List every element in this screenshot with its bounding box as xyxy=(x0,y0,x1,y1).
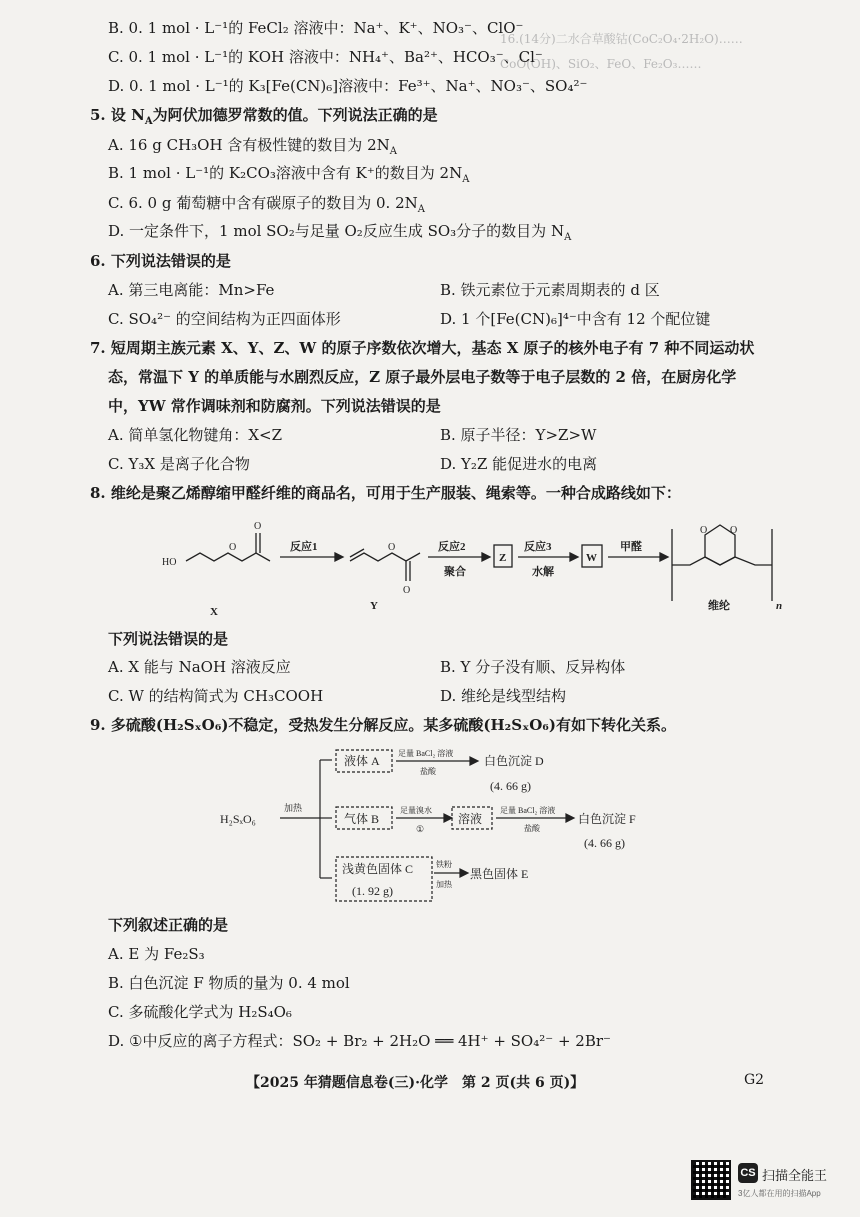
q8-option-d: D. 维纶是线型结构 xyxy=(440,687,567,705)
q7-option-b: B. 原子半径：Y>Z>W xyxy=(440,426,597,444)
q9-question: 下列叙述正确的是 xyxy=(108,916,229,934)
reaction3-label: 反应3 xyxy=(524,541,552,553)
y-carbonyl-o: O xyxy=(403,585,411,596)
precipitate-d-label: 白色沉淀 D xyxy=(484,754,544,768)
solid-c-label: 浅黄色固体 C xyxy=(342,862,414,876)
precipitate-f-mass: (4. 66 g) xyxy=(584,836,625,850)
x-carbonyl-o: O xyxy=(254,521,262,532)
scanner-tagline: 3亿人都在用的扫描App xyxy=(738,1189,821,1198)
page-footer-title: 【2025 年猜题信息卷(三)·化学 第 2 页(共 6 页)】 xyxy=(246,1075,585,1091)
q6-option-b: B. 铁元素位于元素周期表的 d 区 xyxy=(440,281,660,299)
ring-o1: O xyxy=(700,525,708,536)
polymerization-label: 聚合 xyxy=(444,566,466,578)
x-ester-o: O xyxy=(229,542,237,553)
gas-b-label: 气体 B xyxy=(344,812,380,826)
heat-label-2: 加热 xyxy=(436,880,452,889)
bacl2-label-1: 足量 BaCl₂ 溶液 xyxy=(398,749,454,758)
h2sxo6-label: H₂SₓO₆ xyxy=(220,812,256,826)
precipitate-d-mass: (4. 66 g) xyxy=(490,779,531,793)
solution-label: 溶液 xyxy=(458,812,483,826)
q9-option-b: B. 白色沉淀 F 物质的量为 0. 4 mol xyxy=(108,974,350,992)
x-compound-label: X xyxy=(210,606,218,618)
q5-stem: 5. 设 $N_A$为阿伏加德罗常数的值。下列说法正确的是 xyxy=(90,106,438,127)
bleed-through-text: CoO(OH)、SiO₂、FeO、Fe₂O₃…… xyxy=(500,57,702,71)
liquid-a-label: 液体 A xyxy=(344,754,380,768)
scanner-brand: 扫描全能王 xyxy=(762,1168,828,1183)
y-ester-o: O xyxy=(388,542,396,553)
q6-stem: 6. 下列说法错误的是 xyxy=(90,252,231,270)
q7-stem-line2: 态，常温下 Y 的单质能与水剧烈反应，Z 原子最外层电子数等于电子层数的 2 倍，在厨房化学 xyxy=(108,368,737,386)
q6-option-d: D. 1 个[Fe(CN)₆]⁴⁻中含有 12 个配位键 xyxy=(440,310,711,328)
qr-code-icon xyxy=(691,1160,731,1200)
hydrolysis-label: 水解 xyxy=(532,566,554,578)
q5-option-c: C. 6. 0 g 葡萄糖中含有碳原子的数目为 0. $2N_A$ xyxy=(108,194,425,215)
hcl-label-2: 盐酸 xyxy=(524,824,540,833)
q8-question: 下列说法错误的是 xyxy=(108,630,229,648)
paper-code: G2 xyxy=(744,1072,765,1088)
q7-stem-line3: 中，YW 常作调味剂和防腐剂。下列说法错误的是 xyxy=(108,397,441,415)
q9-option-c: C. 多硫酸化学式为 H₂S₄O₆ xyxy=(108,1003,292,1021)
reaction1-label: 反应1 xyxy=(290,541,318,553)
bacl2-label-2: 足量 BaCl₂ 溶液 xyxy=(500,806,556,815)
q7-option-c: C. Y₃X 是离子化合物 xyxy=(108,455,250,473)
solid-c-mass: (1. 92 g) xyxy=(352,884,393,898)
black-solid-e-label: 黑色固体 E xyxy=(470,867,529,881)
q6-option-c: C. SO₄²⁻ 的空间结构为正四面体形 xyxy=(108,310,341,328)
vinylon-synthesis-scheme xyxy=(160,505,810,625)
q4-option-d: D. 0. 1 mol · L⁻¹的 K₃[Fe(CN)₆]溶液中：Fe³⁺、Na⁺、NO₃⁻、SO₄²⁻ xyxy=(108,77,588,95)
q9-option-a: A. E 为 Fe₂S₃ xyxy=(108,945,205,963)
q5-option-a: A. 16 g CH₃OH 含有极性键的数目为 $2N_A$ xyxy=(108,136,397,157)
q4-option-b: B. 0. 1 mol · L⁻¹的 FeCl₂ 溶液中：Na⁺、K⁺、NO₃⁻、ClO⁻ xyxy=(108,19,524,37)
hcl-label-1: 盐酸 xyxy=(420,767,436,776)
q5-option-b: B. 1 mol · L⁻¹的 K₂CO₃溶液中含有 K⁺的数目为 $2N_A$ xyxy=(108,164,470,185)
camscanner-logo-icon: CS xyxy=(738,1163,758,1183)
q8-option-c: C. W 的结构简式为 CH₃COOH xyxy=(108,687,324,705)
step1-marker: ① xyxy=(416,824,425,834)
repeat-n-label: n xyxy=(776,600,783,612)
iron-powder-label: 铁粉 xyxy=(436,860,452,869)
ring-o2: O xyxy=(730,525,738,536)
heat-label: 加热 xyxy=(284,803,303,813)
q8-stem: 8. 维纶是聚乙烯醇缩甲醛纤维的商品名，可用于生产服装、绳索等。一种合成路线如下： xyxy=(90,484,681,502)
q5-option-d: D. 一定条件下，1 mol SO₂与足量 O₂反应生成 SO₃分子的数目为 $N_A$ xyxy=(108,222,572,243)
q7-option-d: D. Y₂Z 能促进水的电离 xyxy=(440,455,598,473)
y-compound-label: Y xyxy=(370,600,378,612)
q8-option-a: A. X 能与 NaOH 溶液反应 xyxy=(108,658,291,676)
q4-option-c: C. 0. 1 mol · L⁻¹的 KOH 溶液中：NH₄⁺、Ba²⁺、HCO₃⁻、Cl⁻ xyxy=(108,48,543,66)
w-label: W xyxy=(586,552,597,564)
q7-option-a: A. 简单氢化物键角：X<Z xyxy=(108,426,283,444)
precipitate-f-label: 白色沉淀 F xyxy=(578,812,636,826)
q9-stem: 9. 多硫酸(H₂SₓO₆)不稳定，受热发生分解反应。某多硫酸(H₂SₓO₆)有如下转化关系。 xyxy=(90,716,676,734)
vinylon-label: 维纶 xyxy=(708,600,730,612)
bleed-through-text: 16.(14分)二水合草酸钴(CoC₂O₄·2H₂O)…… xyxy=(500,32,743,46)
q6-option-a: A. 第三电离能：Mn>Fe xyxy=(108,281,275,299)
polysulfuric-acid-scheme xyxy=(220,745,680,905)
x-ho-label: HO xyxy=(162,557,177,568)
q9-option-d: D. ①中反应的离子方程式：SO₂ + Br₂ + 2H₂O ══ 4H⁺ + SO₄²⁻ + 2Br⁻ xyxy=(108,1032,611,1050)
q8-option-b: B. Y 分子没有顺、反异构体 xyxy=(440,658,626,676)
reaction2-label: 反应2 xyxy=(438,541,466,553)
formaldehyde-label: 甲醛 xyxy=(620,541,642,553)
z-label: Z xyxy=(499,552,507,564)
q7-stem-line1: 7. 短周期主族元素 X、Y、Z、W 的原子序数依次增大，基态 X 原子的核外电子有 7 种不同运动状 xyxy=(90,339,755,357)
bromine-water-label: 足量溴水 xyxy=(400,806,432,815)
